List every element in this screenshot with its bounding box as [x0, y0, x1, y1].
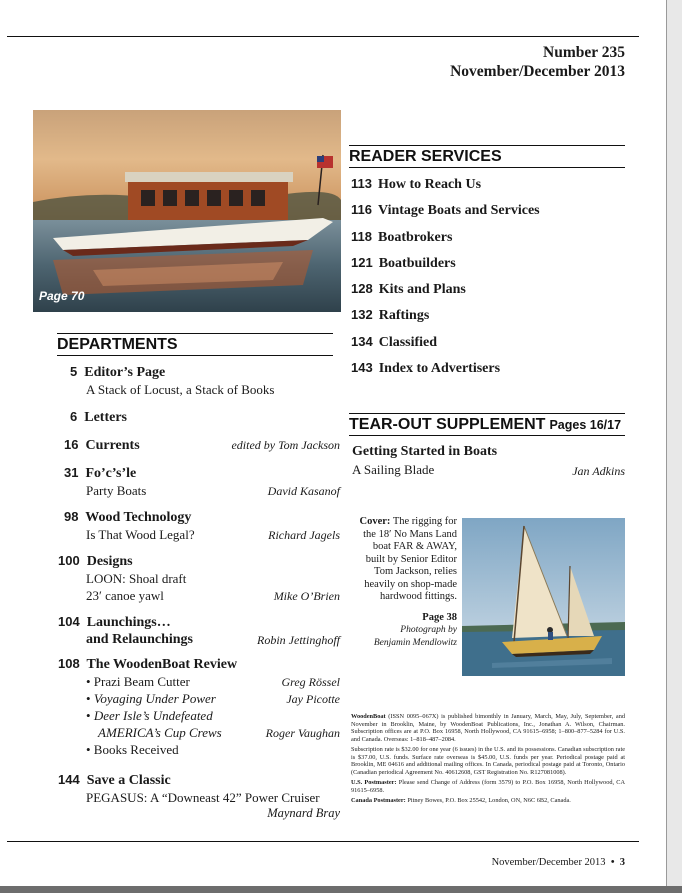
supplement-subtitle: A Sailing Blade [352, 462, 435, 477]
reader-services-heading: READER SERVICES [349, 145, 625, 168]
cover-photo [462, 518, 625, 676]
list-item: 128 Kits and Plans [351, 281, 466, 298]
issue-header [450, 43, 625, 81]
supplement-sub-row [352, 461, 625, 479]
author-byline: Roger Vaughan [265, 726, 340, 740]
dept-editors-page: 5 Editor’s Page A Stack of Locust, a Stack of Books [70, 364, 275, 397]
boat-photo-graphic [33, 110, 341, 312]
publication-info [351, 713, 625, 808]
page-edge-right [666, 0, 682, 893]
cover-credit-name: Benjamin Mendlowitz [373, 637, 457, 648]
publication-info-para: Subscription rate is $32.00 for one year (6 issues) in the U.S. and its possessions. Canadian subscription rate is $37.00, U.S. funds. Surface rate overseas is $45.00, U.S. funds per year. Periodical postage paid at Brooklin, ME 04616 and additional mailing offices. In Canada, periodical postage paid at Toronto, Ontario (Canadian periodical Agreement No. 40612608, GST Registration No. R127081008). [351, 746, 625, 776]
dept-letters: 6 Letters [70, 409, 127, 425]
cover-label: Cover: [359, 516, 391, 527]
list-item: 132 Raftings [351, 307, 430, 324]
dept-review: 108 The WoodenBoat Review • Prazi Beam Cutter Greg Rössel • Voyaging Under Power Jay Picotte • Deer Isle’s Undefeated AMERICA’s Cup Crews Roger Vaughan • Books Received [58, 656, 340, 757]
publication-info-para: Canada Postmaster: Pitney Bowes, P.O. Box 25542, London, ON, N6C 6B2, Canada. [351, 797, 571, 804]
footer-bullet: • [610, 857, 615, 868]
issue-date: November/December 2013 [450, 63, 625, 80]
top-rule [7, 36, 639, 37]
dept-save-a-classic: 144 Save a Classic PEGASUS: A “Downeast 42” Power Cruiser Maynard Bray [58, 772, 340, 820]
bottom-rule [7, 841, 639, 842]
issue-number: Number 235 [543, 44, 625, 61]
author-byline: David Kasanof [267, 484, 340, 498]
list-item: 143 Index to Advertisers [351, 360, 501, 377]
author-byline: edited by Tom Jackson [231, 438, 340, 452]
list-item: 134 Classified [351, 333, 438, 350]
page-footer [492, 857, 625, 868]
author-byline: Robin Jettinghoff [257, 633, 340, 647]
footer-date: November/December 2013 [491, 857, 606, 868]
dept-wood-technology: 98 Wood Technology Is That Wood Legal? Richard Jagels [64, 509, 340, 542]
supplement-heading [349, 413, 625, 436]
list-item: 116 Vintage Boats and Services [351, 202, 540, 219]
dept-launchings: 104 Launchings… and Relaunchings Robin Jettinghoff [58, 614, 340, 647]
page-edge-bottom [0, 886, 682, 893]
departments-heading: DEPARTMENTS [57, 333, 333, 356]
supplement-heading-title: TEAR-OUT SUPPLEMENT [349, 416, 546, 433]
cover-credit-label: Photograph by [400, 625, 457, 635]
supplement-body [352, 443, 625, 479]
author-byline: Jay Picotte [286, 692, 340, 706]
supplement-author: Jan Adkins [572, 464, 625, 478]
list-item: 121 Boatbuilders [351, 254, 456, 271]
author-byline: Mike O’Brien [273, 589, 340, 603]
publication-info-para: U.S. Postmaster: Please send Change of Address (form 3579) to P.O. Box 16958, North Hollywood, CA 91615–6958. [351, 779, 625, 794]
author-byline: Maynard Bray [267, 806, 340, 820]
list-item: 118 Boatbrokers [351, 228, 453, 245]
page-number: 3 [619, 857, 625, 868]
dept-focsle: 31 Fo’c’s’le Party Boats David Kasanof [64, 465, 340, 498]
publication-info-para: WoodenBoat (ISSN 0095–067X) is published bimonthly in January, March, May, July, September, and November in Brooklin, Maine, by WoodenBoat Publications, Inc., Jonathan A. Wilson, Chairman. Subscription offices are at P.O. Box 16958, North Hollywood, CA 91615–6958; 1–800–877–5284 for U.S. and Canada. Overseas: 1–818–487–2084. [351, 713, 625, 743]
list-item: 113 How to Reach Us [351, 176, 482, 192]
supplement-pages: Pages 16/17 [549, 418, 622, 432]
cover-page: Page 38 [422, 611, 457, 623]
sailboat-photo-graphic [462, 518, 625, 676]
author-byline: Greg Rössel [281, 675, 340, 689]
reader-services-list [351, 174, 631, 384]
author-byline: Richard Jagels [268, 528, 340, 542]
dept-designs: 100 Designs LOON: Shoal draft 23′ canoe yawl Mike O’Brien [58, 553, 340, 603]
cover-description [351, 516, 457, 649]
photo-caption: Page 70 [39, 289, 85, 303]
cover-text: The rigging for the 18′ No Mans Land boat FAR & AWAY, built by Senior Editor Tom Jackson, relies heavily on shop-made hardwood fittings. [363, 516, 457, 602]
supplement-title: Getting Started in Boats [352, 444, 498, 459]
feature-photo [33, 110, 341, 312]
dept-currents: 16 Currents edited by Tom Jackson [64, 437, 340, 453]
